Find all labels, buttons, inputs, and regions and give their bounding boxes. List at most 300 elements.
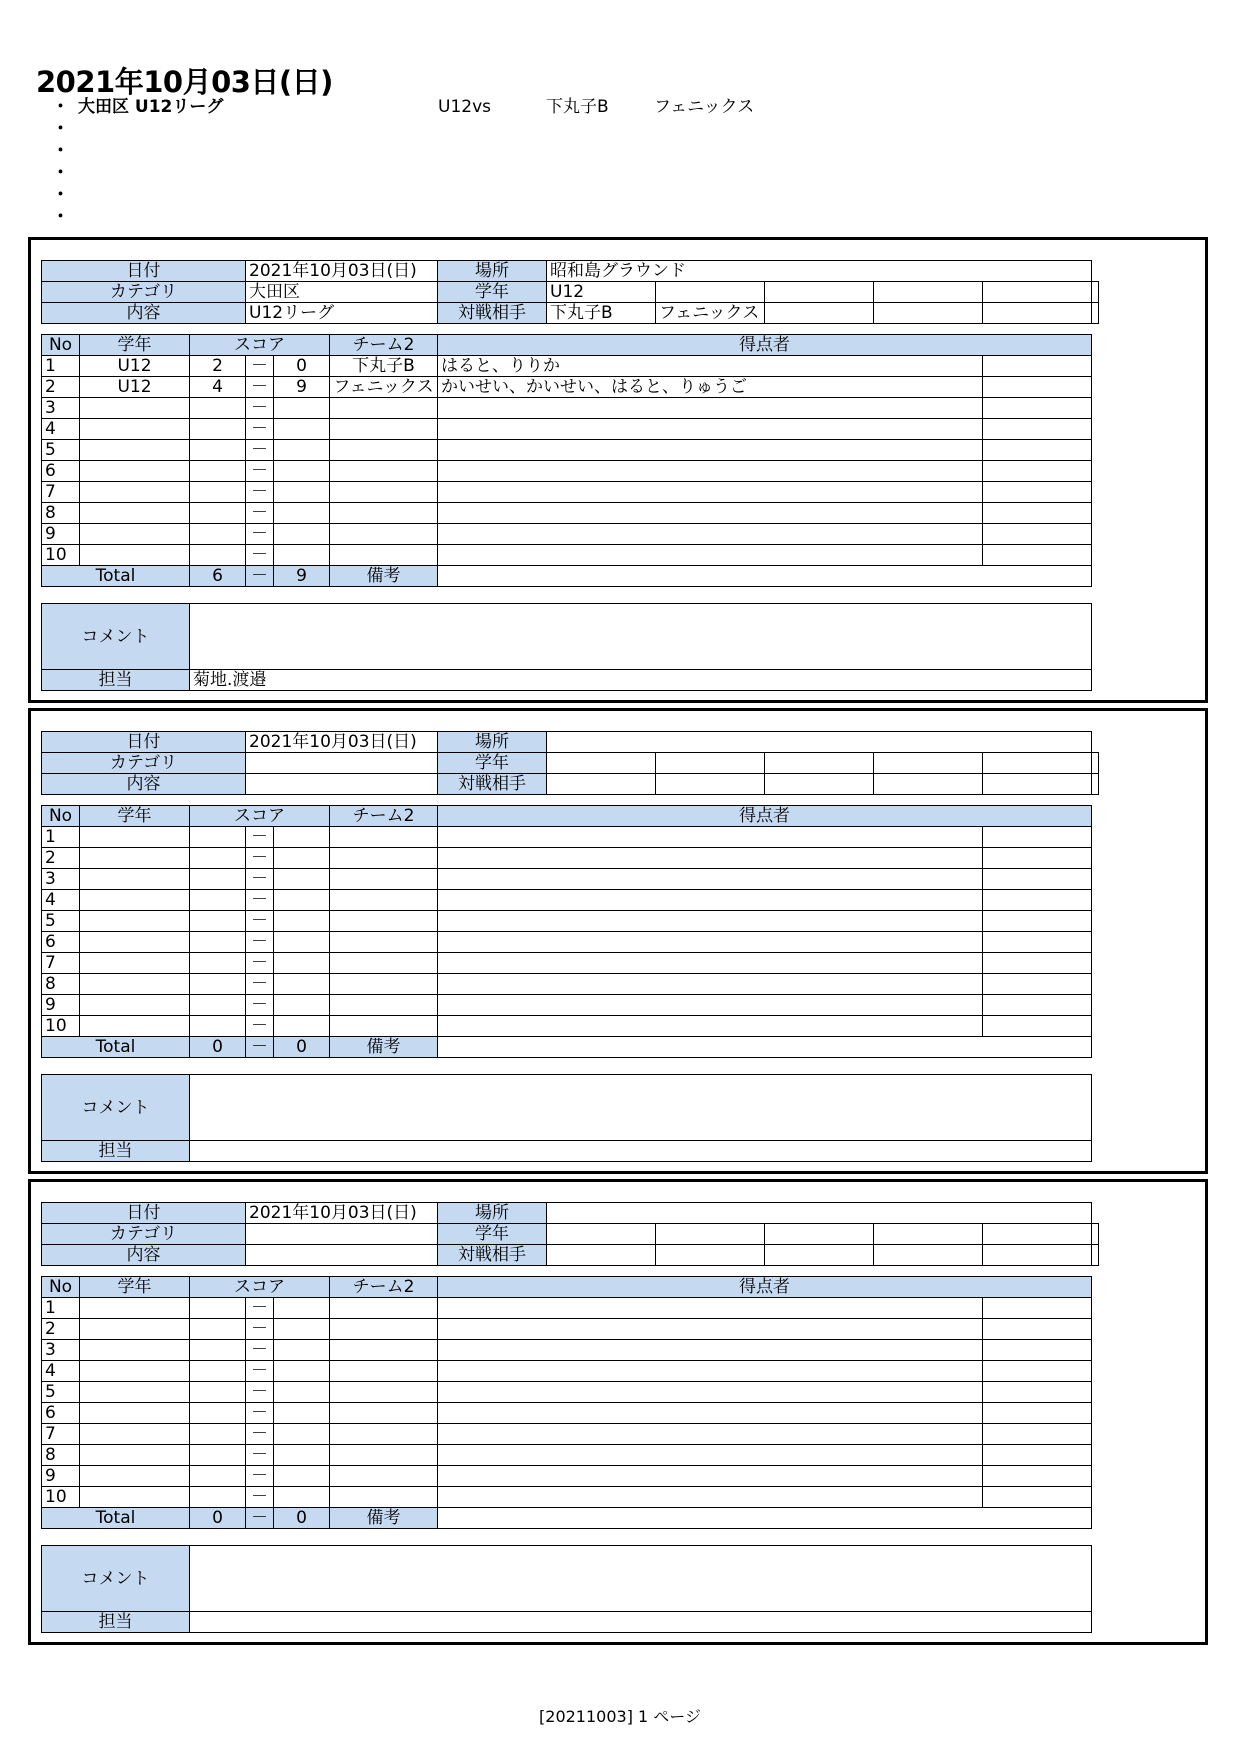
opponent-value: [765, 303, 874, 324]
row-grade: [80, 461, 190, 482]
row-team2: [330, 545, 438, 566]
row-scorers: [438, 1016, 983, 1037]
bullet-opponent: フェニックス: [654, 97, 755, 117]
row-score-home: [190, 1361, 246, 1382]
row-score-home: [190, 953, 246, 974]
remarks-label: 備考: [330, 1037, 438, 1058]
score-dash: －: [246, 974, 274, 995]
row-score-home: [190, 398, 246, 419]
row-team2: [330, 482, 438, 503]
row-number: 3: [42, 869, 80, 890]
row-team2: [330, 398, 438, 419]
table-row: [42, 398, 1092, 419]
opponent-label: 対戦相手: [438, 1245, 547, 1266]
row-team2: [330, 911, 438, 932]
row-score-away: [274, 1466, 330, 1487]
row-score-home: [190, 503, 246, 524]
bullet-mark: ・: [52, 207, 69, 227]
row-team2: [330, 1487, 438, 1508]
bullet-mark: ・: [52, 185, 69, 205]
table-row: [42, 1424, 1092, 1445]
row-grade: [80, 890, 190, 911]
score-dash: －: [246, 1487, 274, 1508]
row-extra: [983, 545, 1092, 566]
row-scorers: [438, 524, 983, 545]
row-score-home: [190, 1445, 246, 1466]
row-team2: [330, 524, 438, 545]
row-grade: [80, 1487, 190, 1508]
row-scorers: [438, 1382, 983, 1403]
summary-bullet: [52, 184, 754, 206]
score-dash: －: [246, 440, 274, 461]
score-dash: －: [246, 1424, 274, 1445]
row-team2: [330, 995, 438, 1016]
scores-table: [41, 805, 1092, 1058]
table-row: [42, 482, 1092, 503]
row-score-away: [274, 1445, 330, 1466]
match-record-block: [28, 237, 1208, 703]
row-extra: [983, 827, 1092, 848]
row-number: 2: [42, 377, 80, 398]
row-grade: [80, 524, 190, 545]
row-score-home: [190, 1424, 246, 1445]
row-score-home: [190, 995, 246, 1016]
row-number: 1: [42, 1298, 80, 1319]
row-number: 5: [42, 911, 80, 932]
row-extra: [983, 524, 1092, 545]
row-score-away: [274, 890, 330, 911]
row-score-home: [190, 482, 246, 503]
row-grade: [80, 974, 190, 995]
row-scorers: [438, 827, 983, 848]
row-extra: [983, 974, 1092, 995]
row-score-away: [274, 440, 330, 461]
grade-value: [1092, 753, 1099, 774]
row-score-home: [190, 1319, 246, 1340]
row-team2: [330, 827, 438, 848]
row-grade: [80, 911, 190, 932]
match-record-block: [28, 708, 1208, 1174]
row-score-home: [190, 1340, 246, 1361]
remarks-value: [438, 566, 1092, 587]
opponent-value: [874, 303, 983, 324]
row-extra: [983, 482, 1092, 503]
opponent-value: [983, 303, 1092, 324]
row-score-away: [274, 995, 330, 1016]
row-number: 8: [42, 1445, 80, 1466]
opponent-value: [1092, 303, 1099, 324]
row-team2: [330, 1382, 438, 1403]
row-score-home: [190, 890, 246, 911]
score-dash: －: [246, 356, 274, 377]
row-team2: [330, 1466, 438, 1487]
summary-bullet: [52, 162, 754, 184]
score-dash: －: [246, 827, 274, 848]
row-scorers: [438, 1424, 983, 1445]
grade-value: [874, 282, 983, 303]
grade-value: [656, 282, 765, 303]
grade-value: [874, 753, 983, 774]
score-dash: －: [246, 1298, 274, 1319]
staff-label: 担当: [42, 1612, 190, 1633]
row-grade: [80, 419, 190, 440]
no-header: No: [42, 806, 80, 827]
score-dash: －: [246, 482, 274, 503]
opponent-value: [874, 774, 983, 795]
row-score-away: [274, 1361, 330, 1382]
row-number: 10: [42, 1487, 80, 1508]
total-label: Total: [42, 1508, 190, 1529]
score-dash: －: [246, 524, 274, 545]
score-dash: －: [246, 545, 274, 566]
opponent-value: [765, 774, 874, 795]
row-score-home: 4: [190, 377, 246, 398]
row-score-away: [274, 1403, 330, 1424]
bullet-mark: ・: [52, 163, 69, 183]
scorer-header: 得点者: [438, 1277, 1092, 1298]
table-row: [42, 995, 1092, 1016]
row-team2: [330, 1403, 438, 1424]
total-away: 0: [274, 1037, 330, 1058]
opponent-value: [1092, 1245, 1099, 1266]
opponent-value: フェニックス: [656, 303, 765, 324]
row-score-home: [190, 1298, 246, 1319]
row-team2: [330, 890, 438, 911]
table-row: [42, 1340, 1092, 1361]
match-info-table: [41, 731, 1099, 795]
row-scorers: [438, 953, 983, 974]
row-number: 1: [42, 827, 80, 848]
total-home: 0: [190, 1037, 246, 1058]
row-scorers: [438, 440, 983, 461]
staff-value: 菊地.渡邉: [190, 670, 1092, 691]
row-scorers: [438, 932, 983, 953]
opponent-value: [656, 1245, 765, 1266]
place-value: [547, 732, 1092, 753]
summary-bullet: [52, 96, 754, 118]
content-value: U12リーグ: [246, 303, 438, 324]
row-grade: [80, 1424, 190, 1445]
row-score-away: [274, 869, 330, 890]
comment-table: [41, 1545, 1092, 1633]
staff-value: [190, 1141, 1092, 1162]
row-score-home: [190, 1016, 246, 1037]
row-team2: [330, 1340, 438, 1361]
row-score-away: [274, 1424, 330, 1445]
no-header: No: [42, 335, 80, 356]
remarks-value: [438, 1037, 1092, 1058]
opponent-value: [547, 1245, 656, 1266]
category-label: カテゴリ: [42, 282, 246, 303]
place-value: [547, 1203, 1092, 1224]
opponent-value: [983, 1245, 1092, 1266]
remarks-label: 備考: [330, 1508, 438, 1529]
row-score-away: [274, 398, 330, 419]
row-score-away: [274, 524, 330, 545]
row-score-home: [190, 869, 246, 890]
scorer-header: 得点者: [438, 335, 1092, 356]
row-score-away: [274, 419, 330, 440]
score-dash: －: [246, 911, 274, 932]
row-score-home: [190, 827, 246, 848]
row-score-away: [274, 827, 330, 848]
score-dash: －: [246, 461, 274, 482]
row-extra: [983, 953, 1092, 974]
row-team2: [330, 1445, 438, 1466]
grade-value: [656, 1224, 765, 1245]
row-extra: [983, 1382, 1092, 1403]
row-extra: [983, 461, 1092, 482]
row-number: 6: [42, 932, 80, 953]
place-value: 昭和島グラウンド: [547, 261, 1092, 282]
row-extra: [983, 869, 1092, 890]
row-score-home: [190, 524, 246, 545]
row-score-home: [190, 974, 246, 995]
row-number: 6: [42, 1403, 80, 1424]
row-scorers: [438, 911, 983, 932]
row-number: 8: [42, 974, 80, 995]
row-score-away: [274, 545, 330, 566]
row-extra: [983, 377, 1092, 398]
row-score-away: [274, 1340, 330, 1361]
row-extra: [983, 1487, 1092, 1508]
score-dash: －: [246, 398, 274, 419]
summary-bullet: [52, 118, 754, 140]
row-grade: [80, 1445, 190, 1466]
row-score-away: [274, 482, 330, 503]
opponent-label: 対戦相手: [438, 774, 547, 795]
date-label: 日付: [42, 1203, 246, 1224]
row-team2: [330, 932, 438, 953]
row-score-away: [274, 953, 330, 974]
row-score-away: [274, 1016, 330, 1037]
row-score-away: [274, 1319, 330, 1340]
row-score-away: 0: [274, 356, 330, 377]
row-number: 9: [42, 995, 80, 1016]
row-grade: [80, 995, 190, 1016]
row-number: 1: [42, 356, 80, 377]
row-team2: [330, 440, 438, 461]
row-score-home: [190, 848, 246, 869]
row-team2: [330, 953, 438, 974]
row-number: 2: [42, 848, 80, 869]
total-away: 0: [274, 1508, 330, 1529]
content-label: 内容: [42, 1245, 246, 1266]
row-scorers: [438, 1319, 983, 1340]
place-label: 場所: [438, 1203, 547, 1224]
page-footer: [20211003] 1 ページ: [539, 1707, 701, 1726]
total-label: Total: [42, 566, 190, 587]
row-score-away: [274, 461, 330, 482]
table-row: [42, 1466, 1092, 1487]
content-label: 内容: [42, 303, 246, 324]
row-score-home: [190, 1382, 246, 1403]
row-extra: [983, 911, 1092, 932]
comment-value: [190, 1075, 1092, 1141]
total-label: Total: [42, 1037, 190, 1058]
row-grade: [80, 1319, 190, 1340]
row-score-away: [274, 1487, 330, 1508]
row-scorers: [438, 1340, 983, 1361]
row-grade: U12: [80, 377, 190, 398]
category-value: 大田区: [246, 282, 438, 303]
row-score-home: [190, 440, 246, 461]
table-row: [42, 503, 1092, 524]
content-value: [246, 774, 438, 795]
comment-value: [190, 1546, 1092, 1612]
row-number: 2: [42, 1319, 80, 1340]
row-number: 7: [42, 482, 80, 503]
remarks-label: 備考: [330, 566, 438, 587]
row-score-home: [190, 932, 246, 953]
grade-value: [765, 753, 874, 774]
table-row: [42, 869, 1092, 890]
row-score-home: [190, 545, 246, 566]
row-number: 5: [42, 440, 80, 461]
row-number: 4: [42, 890, 80, 911]
match-info-table: [41, 260, 1099, 324]
row-extra: [983, 356, 1092, 377]
grade-header: 学年: [80, 1277, 190, 1298]
grade-value: [983, 282, 1092, 303]
row-extra: [983, 1424, 1092, 1445]
row-number: 7: [42, 1424, 80, 1445]
row-number: 7: [42, 953, 80, 974]
staff-label: 担当: [42, 1141, 190, 1162]
place-label: 場所: [438, 732, 547, 753]
row-team2: [330, 869, 438, 890]
table-row: [42, 1403, 1092, 1424]
date-label: 日付: [42, 261, 246, 282]
row-team2: [330, 848, 438, 869]
row-extra: [983, 1298, 1092, 1319]
row-number: 10: [42, 1016, 80, 1037]
row-team2: [330, 419, 438, 440]
table-row: [42, 974, 1092, 995]
bullet-mark: ・: [52, 97, 69, 117]
row-extra: [983, 848, 1092, 869]
row-scorers: [438, 482, 983, 503]
score-dash: －: [246, 1319, 274, 1340]
row-extra: [983, 890, 1092, 911]
row-grade: [80, 482, 190, 503]
comment-table: [41, 603, 1092, 691]
row-team2: [330, 1319, 438, 1340]
row-scorers: [438, 398, 983, 419]
row-extra: [983, 932, 1092, 953]
row-score-home: [190, 1403, 246, 1424]
opponent-value: [656, 774, 765, 795]
row-grade: [80, 1466, 190, 1487]
row-score-away: [274, 1298, 330, 1319]
remarks-value: [438, 1508, 1092, 1529]
opponent-value: [983, 774, 1092, 795]
grade-value: [983, 1224, 1092, 1245]
row-score-home: 2: [190, 356, 246, 377]
no-header: No: [42, 1277, 80, 1298]
bullet-mark: ・: [52, 141, 69, 161]
category-label: カテゴリ: [42, 753, 246, 774]
score-header: スコア: [190, 1277, 330, 1298]
row-score-away: 9: [274, 377, 330, 398]
staff-value: [190, 1612, 1092, 1633]
row-extra: [983, 503, 1092, 524]
table-row: [42, 356, 1092, 377]
table-row: [42, 890, 1092, 911]
row-score-away: [274, 1382, 330, 1403]
row-number: 3: [42, 1340, 80, 1361]
row-scorers: [438, 503, 983, 524]
row-score-home: [190, 911, 246, 932]
row-number: 4: [42, 419, 80, 440]
scores-table: [41, 1276, 1092, 1529]
row-number: 5: [42, 1382, 80, 1403]
table-row: [42, 461, 1092, 482]
opponent-value: [1092, 774, 1099, 795]
row-extra: [983, 1466, 1092, 1487]
team2-header: チーム2: [330, 1277, 438, 1298]
grade-value: [656, 753, 765, 774]
row-extra: [983, 1319, 1092, 1340]
row-grade: [80, 953, 190, 974]
row-scorers: [438, 461, 983, 482]
grade-value: [983, 753, 1092, 774]
score-dash: －: [246, 1361, 274, 1382]
table-row: [42, 911, 1092, 932]
score-header: スコア: [190, 806, 330, 827]
opponent-value: [547, 774, 656, 795]
row-scorers: [438, 995, 983, 1016]
row-scorers: はると、りりか: [438, 356, 983, 377]
table-row: [42, 848, 1092, 869]
match-record-block: [28, 1179, 1208, 1645]
row-scorers: [438, 1361, 983, 1382]
score-dash: －: [246, 1037, 274, 1058]
row-scorers: [438, 890, 983, 911]
row-grade: [80, 1298, 190, 1319]
row-team2: [330, 1016, 438, 1037]
table-row: [42, 1487, 1092, 1508]
summary-bullet: [52, 206, 754, 228]
date-value: 2021年10月03日(日): [246, 732, 438, 753]
row-scorers: [438, 1487, 983, 1508]
table-row: [42, 1445, 1092, 1466]
score-dash: －: [246, 1508, 274, 1529]
row-grade: [80, 932, 190, 953]
grade-value: U12: [547, 282, 656, 303]
grade-value: [547, 1224, 656, 1245]
row-extra: [983, 1361, 1092, 1382]
table-row: [42, 545, 1092, 566]
row-scorers: [438, 1403, 983, 1424]
grade-value: [765, 282, 874, 303]
comment-label: コメント: [42, 1075, 190, 1141]
row-grade: [80, 1361, 190, 1382]
place-label: 場所: [438, 261, 547, 282]
team2-header: チーム2: [330, 335, 438, 356]
table-row: [42, 1361, 1092, 1382]
row-grade: [80, 440, 190, 461]
row-scorers: [438, 974, 983, 995]
score-dash: －: [246, 419, 274, 440]
row-scorers: [438, 1298, 983, 1319]
row-score-home: [190, 1466, 246, 1487]
row-grade: [80, 1403, 190, 1424]
grade-header: 学年: [80, 806, 190, 827]
comment-table: [41, 1074, 1092, 1162]
row-grade: [80, 1340, 190, 1361]
score-dash: －: [246, 1445, 274, 1466]
